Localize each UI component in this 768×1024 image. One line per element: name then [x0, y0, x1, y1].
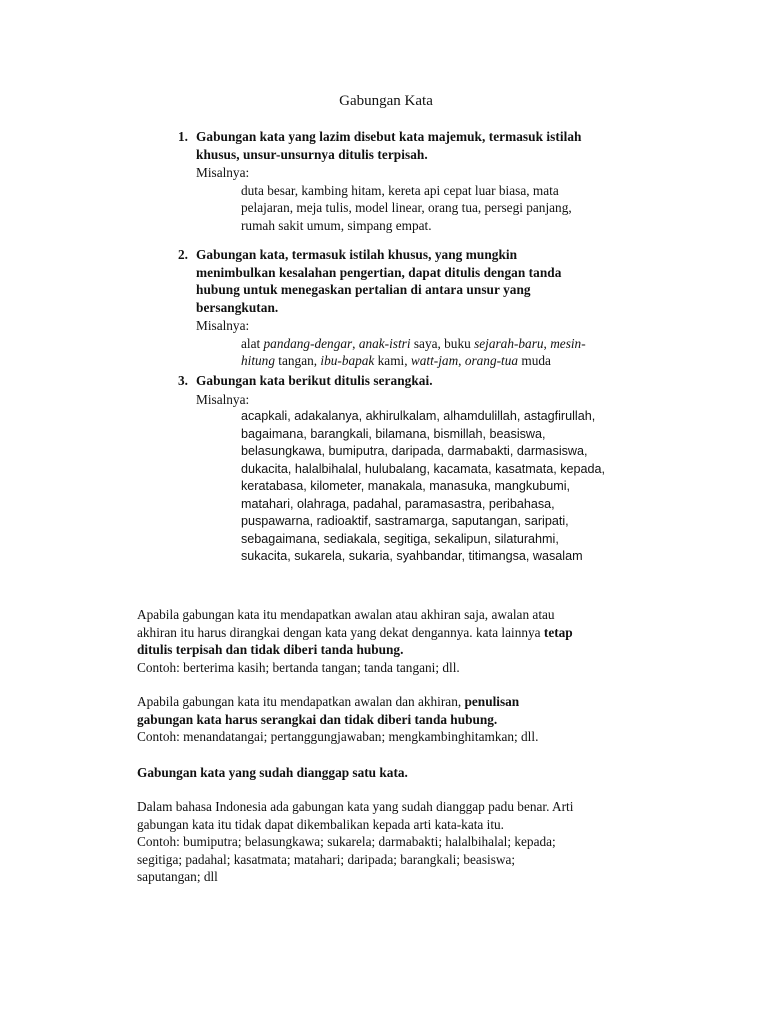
rules-list — [174, 128, 644, 566]
list-number: 3. — [178, 373, 188, 388]
rule-heading: Gabungan kata, termasuk istilah khusus, yang mungkin menimbulkan kesalahan pengertian, dapat ditulis dengan tanda hubung untuk menegaskan pertalian di antara unsur yang bersangkutan. — [196, 247, 562, 315]
paragraph-padu: Dalam bahasa Indonesia ada gabungan kata yang sudah dianggap padu benar. Arti gabungan kata itu tidak dapat dikembalikan kepada arti kata-kata itu. Contoh: bumiputra; belasungkawa; sukarela; darmabakti; halalbihalal; kepada; segitiga; padahal; kasatmata; matahari; daripada; barangkali; beasiswa; saputangan; dll — [137, 799, 574, 884]
example-text: duta besar, kambing hitam, kereta api cepat luar biasa, mata pelajaran, meja tulis, model linear, orang tua, persegi panjang, rumah sakit umum, simpang empat. — [241, 182, 572, 233]
page-title: Gabungan Kata — [339, 93, 433, 109]
list-item — [174, 246, 644, 372]
rule-heading: Gabungan kata berikut ditulis serangkai. — [196, 373, 433, 388]
list-number: 1. — [178, 129, 188, 144]
example-label: Misalnya: — [196, 391, 250, 407]
list-item — [174, 128, 644, 246]
list-number: 2. — [178, 247, 188, 262]
section-heading: Gabungan kata yang sudah dianggap satu kata. — [137, 765, 408, 780]
list-item — [174, 372, 644, 566]
example-label: Misalnya: — [196, 165, 250, 180]
paragraph-awalan-akhiran: Apabila gabungan kata itu mendapatkan awalan atau akhiran saja, awalan atau akhiran itu harus dirangkai dengan kata yang dekat dengannya. kata lainnya tetap ditulis terpisah dan tidak diberi tanda hubung. Contoh: berterima kasih; bertanda tangan; tanda tangani; dll. — [137, 607, 573, 675]
example-label: Misalnya: — [196, 318, 250, 333]
example-text: acapkali, adakalanya, akhirulkalam, alhamdulillah, astagfirullah, bagaimana, barangkali, bilamana, bismillah, beasiswa, belasungkawa, bumiputra, daripada, darmabakti, darmasiswa, dukacita, halalbihalal, hulubalang, kacamata, kasatmata, kepada, keratabasa, kilometer, manakala, manasuka, mangkubumi, matahari, olahraga, padahal, paramasastra, peribahasa, puspawarna, radioaktif, sastramarga, saputangan, saripati, sebagaimana, sediakala, segitiga, sekalipun, silaturahmi, sukacita, sukarela, sukaria, syahbandar, titimangsa, wasalam — [241, 409, 606, 563]
paragraph-awalan-dan-akhiran: Apabila gabungan kata itu mendapatkan awalan dan akhiran, penulisan gabungan kata harus serangkai dan tidak diberi tanda hubung. Contoh: menandatangai; pertanggungjawaban; mengkambinghitamkan; dll. — [137, 694, 539, 744]
rule-heading: Gabungan kata yang lazim disebut kata majemuk, termasuk istilah khusus, unsur-unsurnya ditulis terpisah. — [196, 129, 582, 162]
example-text: alat pandang-dengar, anak-istri saya, buku sejarah-baru, mesin- hitung tangan, ibu-bapak kami, watt-jam, orang-tua muda — [241, 335, 586, 368]
